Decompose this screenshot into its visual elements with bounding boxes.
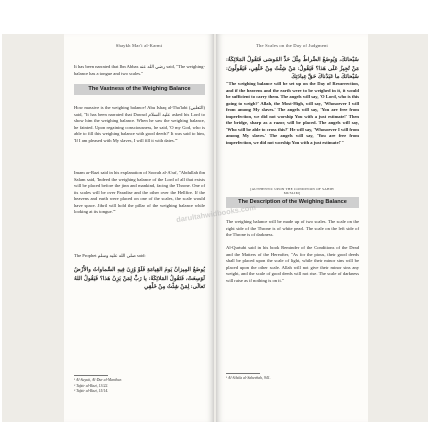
- right-footnote-rule: [226, 373, 260, 374]
- authenticity-note: [AUTHENTIC UPON THE CONDITION OF SAHIH MUSLIM]: [250, 187, 334, 195]
- right-footnote: ¹ Al-Silsila al-Saheehah, 941.: [226, 376, 271, 380]
- left-para-dawud: How massive is the weighing balance! Abu Ishaq al-Tha'labi (الثعلبي) said, "It has been narrated that Dawud عليه السلام asked his Lord to show him the weighing balance. When he saw the weighing balance, he fainted. Upon regaining consciousness, he said, 'O my God, who is able to fill this weighing balance with good deeds?' It was said to him, 'If I am pleased with My slaves, I will fill it with dates.'": [74, 105, 206, 143]
- left-para-ibn-abbas: It has been narrated that Ibn Abbas رضي الله عنه said, "The weighing-balance has a tongue and two scales.": [74, 64, 205, 76]
- footnote-1: ¹ Al-Suyuti, Al-Dur al-Manthur.: [74, 378, 122, 382]
- left-footnotes: [74, 378, 205, 395]
- open-book: [2, 34, 428, 422]
- right-running-head: The Scales on the Day of Judgment: [256, 43, 328, 48]
- footnote-3: ³ Tafsir al-Razi, 15/14.: [74, 389, 109, 394]
- right-hadith-translation: "The weighing balance will be set up on the Day of Resurrection, and if the heavens and the earth were to be weighed in it, it would be sufficient to carry them. The angels will say, 'O Lord, who is this going to weigh?' Allah, the Most-High, will say, 'Whosoever I will from among My slaves.' The angels will say, 'You are free from imperfection, we did not worship You with a just estimate!' Then the bridge, sharp as a razor, will be placed. The angels will say, 'Who will be able to cross this?' He will say, 'Whosoever I will from among My slaves.' The angels will say, 'You are free from imperfection, we did not worship You with a just estimate!'": [226, 81, 359, 145]
- left-para-prophet-said: The Prophet صلى الله عليه وسلم said:: [74, 253, 146, 258]
- right-page: [216, 34, 368, 422]
- watermark: darultahwidbooks.com: [175, 202, 257, 225]
- left-running-head: Shaykh Mar'i al-Karmi: [115, 43, 163, 48]
- right-para-scales: The weighing balance will be made up of two scales. The scale on the right side of the Throne is of white pearl. The scale on the left side of the Throne is of darkness.: [226, 219, 359, 237]
- left-footnote-rule: [74, 375, 108, 376]
- left-section-heading: The Vastness of the Weighing Balance: [74, 84, 205, 95]
- right-section-heading: The Description of the Weighing Balance: [226, 197, 359, 208]
- footnote-2: ² Tafsir al-Razi, 13/22.: [74, 383, 109, 388]
- right-para-qurtubi: Al-Qurtubi said in his book Reminder of the Conditions of the Dead and the Matters of the Hereafter, "As for the pious, their good deeds shall be placed upon the scale of light, while their minor sins will be placed upon the other scale. Allah will not give their minor sins any weight, and the scale of good deeds will not rise. The scale of darkness will raise as if nothing is on it.": [226, 245, 359, 283]
- left-arabic-hadith: يُوضَعُ المِيزانُ يَومَ القِيامَةِ فَلَوْ وُزِنَ فِيهِ السَّماواتُ والأَرْضُ لَوَسِعَتْ، فَتَقُولُ المَلائِكَةُ: يا رَبِّ لِمَنْ يَزِنُ هَذا؟ فَيَقُولُ اللهُ تَعالَى: لِمَنْ شِئْتُ مِنْ خَلْقِي: [74, 267, 205, 291]
- right-arabic-hadith: سُبْحانَكَ، وَيُوضَعُ الصِّراطُ مِثْلَ حَدِّ المُوسَى فَتَقُولُ المَلائِكَةُ: مَنْ تُجِيزُ عَلَى هَذا؟ فَيَقُولُ: مَنْ شِئْتُ مِنْ خَلْقِي، فَيَقُولُونَ: سُبْحانَكَ ما عَبَدْناكَ حَقَّ عِبادَتِكَ: [226, 57, 359, 81]
- left-para-ar-razi: Imam ar-Razi said in his explanation of Soorah al-A'raf, "Abdullah ibn Salam said, 'Indeed the weighing balance of the Lord of all that exists will be placed before the jinn and mankind, facing the Throne. One of its scales will be over Paradise and the other over the Hellfire. If the heavens and earth were placed on one of the scales, the scale would have space. Jibril will hold the pillar of the weighing balance while looking at its tongue.'": [74, 170, 205, 214]
- left-page: [64, 34, 214, 422]
